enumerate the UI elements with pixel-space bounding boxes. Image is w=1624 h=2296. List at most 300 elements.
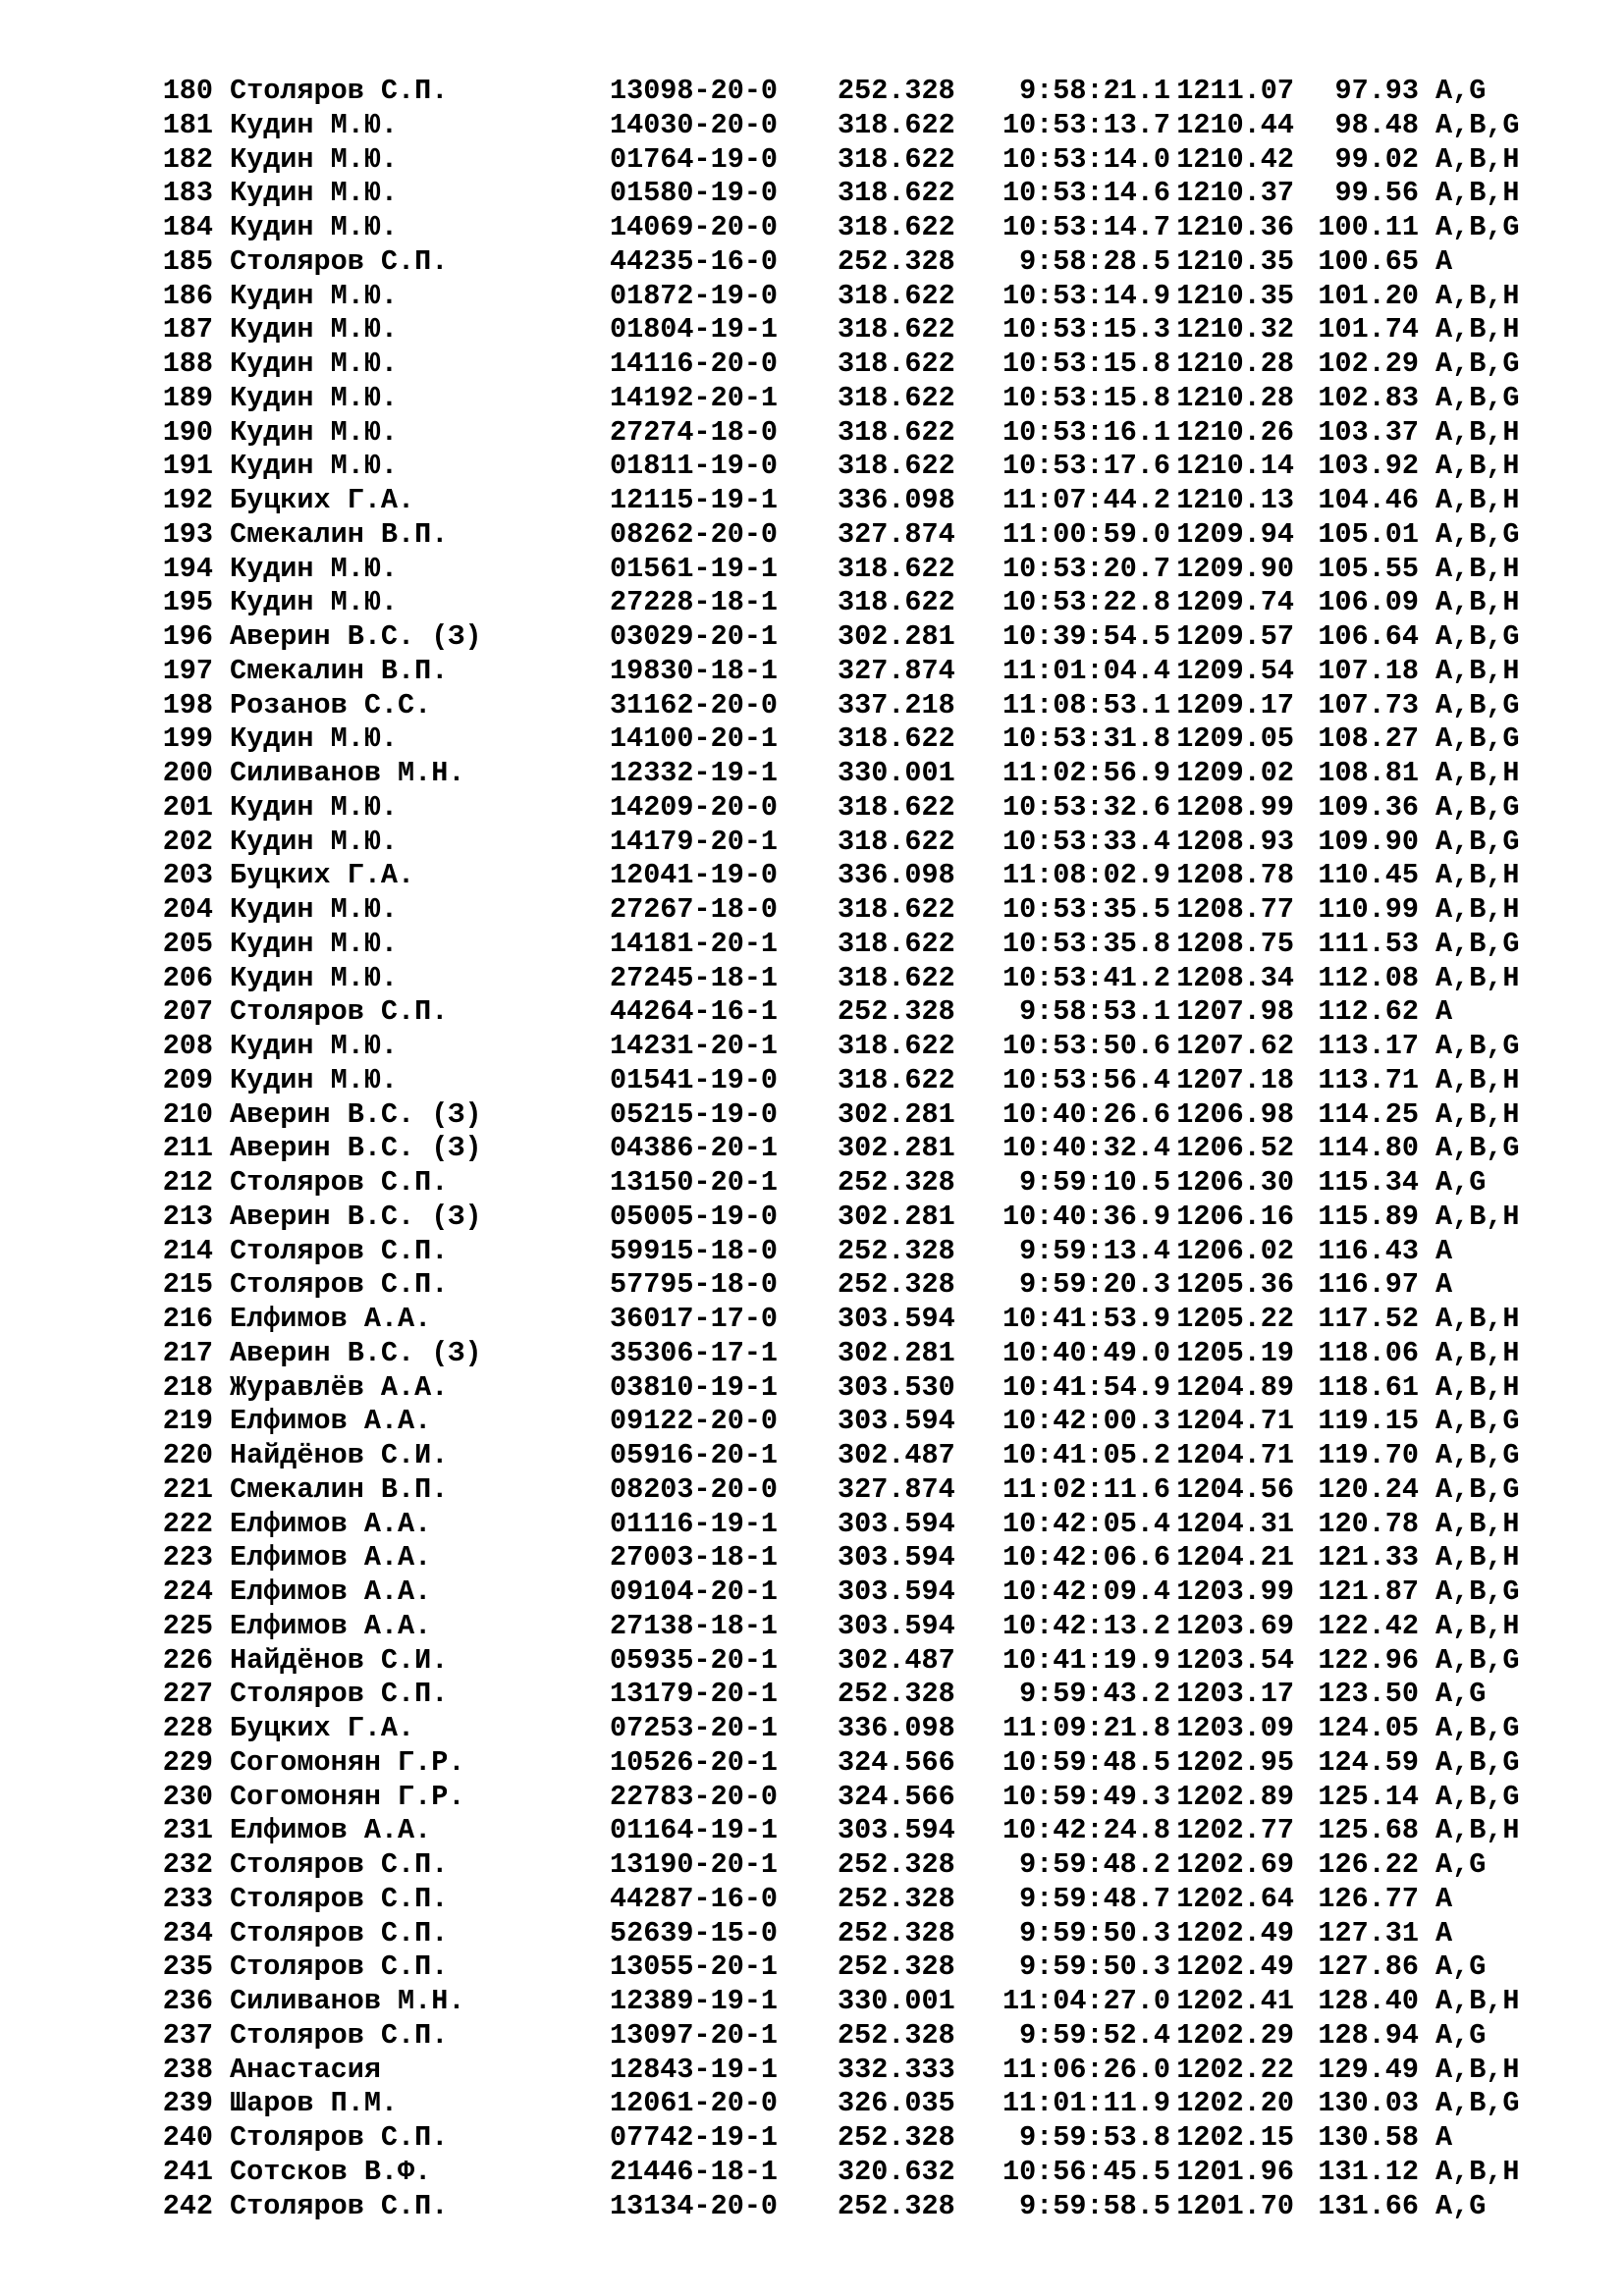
- category-tags-cell: A,B,H: [1435, 313, 1520, 347]
- ring-number-cell: 14209-20-0: [610, 790, 779, 824]
- distance-cell: 332.333: [838, 2053, 955, 2086]
- speed-cell: 1202.77: [1176, 1814, 1294, 1847]
- distance-cell: 318.622: [838, 893, 955, 926]
- category-tags-cell: A,B,H: [1435, 1609, 1520, 1642]
- coefficient-cell: 106.64: [1318, 620, 1419, 653]
- arrival-time-cell: 10:53:41.2: [1001, 961, 1170, 994]
- speed-cell: 1203.69: [1176, 1609, 1294, 1642]
- table-row: [145, 143, 1520, 178]
- coefficient-cell: 113.71: [1318, 1063, 1419, 1096]
- arrival-time-cell: 9:59:10.5: [1019, 1166, 1170, 1199]
- ring-number-cell: 12061-20-0: [610, 2087, 779, 2120]
- ring-number-cell: 07253-20-1: [610, 1712, 779, 1744]
- coefficient-cell: 130.58: [1318, 2121, 1419, 2154]
- place-cell: 235: [162, 1950, 213, 1984]
- arrival-time-cell: 10:59:49.3: [1001, 1780, 1170, 1813]
- table-row: [145, 995, 1520, 1030]
- coefficient-cell: 112.08: [1318, 961, 1419, 994]
- table-row: [145, 1473, 1520, 1508]
- arrival-time-cell: 10:40:36.9: [1001, 1200, 1170, 1233]
- place-cell: 212: [162, 1166, 213, 1199]
- place-cell: 237: [162, 2018, 213, 2052]
- speed-cell: 1202.22: [1176, 2053, 1294, 2086]
- coefficient-cell: 126.22: [1318, 1848, 1419, 1881]
- arrival-time-cell: 10:53:14.0: [1001, 142, 1170, 176]
- table-row: [145, 1098, 1520, 1133]
- arrival-time-cell: 10:42:05.4: [1001, 1507, 1170, 1540]
- speed-cell: 1202.49: [1176, 1916, 1294, 1949]
- place-cell: 207: [162, 995, 213, 1029]
- distance-cell: 318.622: [838, 211, 955, 243]
- speed-cell: 1208.78: [1176, 859, 1294, 892]
- arrival-time-cell: 9:59:20.3: [1019, 1268, 1170, 1302]
- speed-cell: 1207.98: [1176, 995, 1294, 1029]
- table-row: [145, 1201, 1520, 1235]
- distance-cell: 318.622: [838, 450, 955, 483]
- category-tags-cell: A,B,G: [1435, 722, 1520, 756]
- speed-cell: 1206.16: [1176, 1200, 1294, 1233]
- speed-cell: 1202.69: [1176, 1848, 1294, 1881]
- coefficient-cell: 103.37: [1318, 415, 1419, 449]
- place-cell: 225: [162, 1609, 213, 1642]
- place-cell: 204: [162, 893, 213, 926]
- category-tags-cell: A,B,H: [1435, 2155, 1520, 2188]
- fancier-name-cell: Найдёнов С.И.: [230, 1643, 449, 1677]
- place-cell: 211: [162, 1132, 213, 1165]
- distance-cell: 318.622: [838, 927, 955, 960]
- ring-number-cell: 01561-19-1: [610, 552, 779, 585]
- distance-cell: 320.632: [838, 2155, 955, 2188]
- arrival-time-cell: 9:59:50.3: [1019, 1950, 1170, 1984]
- place-cell: 186: [162, 279, 213, 312]
- speed-cell: 1202.15: [1176, 2121, 1294, 2154]
- speed-cell: 1210.32: [1176, 313, 1294, 347]
- ring-number-cell: 09122-20-0: [610, 1405, 779, 1438]
- distance-cell: 252.328: [838, 75, 955, 107]
- speed-cell: 1209.54: [1176, 654, 1294, 687]
- speed-cell: 1205.19: [1176, 1336, 1294, 1369]
- fancier-name-cell: Кудин М.Ю.: [230, 142, 399, 176]
- place-cell: 183: [162, 177, 213, 210]
- fancier-name-cell: Кудин М.Ю.: [230, 1030, 399, 1062]
- table-row: [145, 382, 1520, 416]
- speed-cell: 1209.05: [1176, 722, 1294, 756]
- table-row: [145, 655, 1520, 689]
- arrival-time-cell: 10:40:26.6: [1001, 1097, 1170, 1131]
- speed-cell: 1204.31: [1176, 1507, 1294, 1540]
- place-cell: 180: [162, 75, 213, 107]
- arrival-time-cell: 10:53:14.6: [1001, 177, 1170, 210]
- fancier-name-cell: Согомонян Г.Р.: [230, 1780, 465, 1813]
- speed-cell: 1210.26: [1176, 415, 1294, 449]
- place-cell: 201: [162, 790, 213, 824]
- category-tags-cell: A,B,G: [1435, 1030, 1520, 1062]
- speed-cell: 1210.44: [1176, 108, 1294, 141]
- speed-cell: 1204.89: [1176, 1370, 1294, 1404]
- place-cell: 195: [162, 586, 213, 619]
- distance-cell: 318.622: [838, 347, 955, 380]
- coefficient-cell: 109.36: [1318, 790, 1419, 824]
- distance-cell: 302.487: [838, 1643, 955, 1677]
- category-tags-cell: A,B,H: [1435, 757, 1520, 789]
- coefficient-cell: 107.18: [1318, 654, 1419, 687]
- speed-cell: 1202.95: [1176, 1745, 1294, 1779]
- arrival-time-cell: 11:07:44.2: [1001, 484, 1170, 516]
- distance-cell: 302.281: [838, 1336, 955, 1369]
- speed-cell: 1209.94: [1176, 517, 1294, 551]
- fancier-name-cell: Анастасия: [230, 2053, 381, 2086]
- table-row: [145, 620, 1520, 655]
- arrival-time-cell: 10:53:14.7: [1001, 211, 1170, 243]
- coefficient-cell: 115.89: [1318, 1200, 1419, 1233]
- arrival-time-cell: 10:41:19.9: [1001, 1643, 1170, 1677]
- speed-cell: 1203.09: [1176, 1712, 1294, 1744]
- ring-number-cell: 14069-20-0: [610, 211, 779, 243]
- table-row: [145, 586, 1520, 620]
- distance-cell: 302.281: [838, 1097, 955, 1131]
- coefficient-cell: 118.06: [1318, 1336, 1419, 1369]
- category-tags-cell: A,G: [1435, 1848, 1487, 1881]
- coefficient-cell: 119.70: [1318, 1439, 1419, 1471]
- table-row: [145, 1337, 1520, 1371]
- speed-cell: 1210.37: [1176, 177, 1294, 210]
- distance-cell: 318.622: [838, 415, 955, 449]
- table-row: [145, 826, 1520, 860]
- fancier-name-cell: Столяров С.П.: [230, 1268, 449, 1302]
- fancier-name-cell: Шаров П.М.: [230, 2087, 399, 2120]
- distance-cell: 302.281: [838, 620, 955, 653]
- speed-cell: 1210.42: [1176, 142, 1294, 176]
- place-cell: 238: [162, 2053, 213, 2086]
- ring-number-cell: 12041-19-0: [610, 859, 779, 892]
- distance-cell: 252.328: [838, 2121, 955, 2154]
- arrival-time-cell: 10:53:20.7: [1001, 552, 1170, 585]
- table-row: [145, 1030, 1520, 1064]
- arrival-time-cell: 10:53:13.7: [1001, 108, 1170, 141]
- place-cell: 229: [162, 1745, 213, 1779]
- speed-cell: 1210.35: [1176, 279, 1294, 312]
- category-tags-cell: A,B,H: [1435, 1303, 1520, 1335]
- arrival-time-cell: 10:53:35.5: [1001, 893, 1170, 926]
- speed-cell: 1202.41: [1176, 1985, 1294, 2017]
- arrival-time-cell: 10:53:15.3: [1001, 313, 1170, 347]
- fancier-name-cell: Кудин М.Ю.: [230, 893, 399, 926]
- arrival-time-cell: 10:56:45.5: [1001, 2155, 1170, 2188]
- category-tags-cell: A: [1435, 244, 1453, 278]
- ring-number-cell: 05916-20-1: [610, 1439, 779, 1471]
- place-cell: 218: [162, 1370, 213, 1404]
- speed-cell: 1211.07: [1176, 75, 1294, 107]
- table-row: [145, 791, 1520, 826]
- place-cell: 190: [162, 415, 213, 449]
- arrival-time-cell: 9:59:48.2: [1019, 1848, 1170, 1881]
- speed-cell: 1209.74: [1176, 586, 1294, 619]
- arrival-time-cell: 10:53:50.6: [1001, 1030, 1170, 1062]
- coefficient-cell: 114.80: [1318, 1132, 1419, 1165]
- table-row: [145, 484, 1520, 518]
- arrival-time-cell: 11:08:02.9: [1001, 859, 1170, 892]
- ring-number-cell: 07742-19-1: [610, 2121, 779, 2154]
- fancier-name-cell: Кудин М.Ю.: [230, 108, 399, 141]
- speed-cell: 1210.13: [1176, 484, 1294, 516]
- table-row: [145, 1985, 1520, 2019]
- category-tags-cell: A,B,G: [1435, 1472, 1520, 1506]
- ring-number-cell: 13179-20-1: [610, 1678, 779, 1711]
- ring-number-cell: 13098-20-0: [610, 75, 779, 107]
- speed-cell: 1209.02: [1176, 757, 1294, 789]
- place-cell: 202: [162, 825, 213, 858]
- arrival-time-cell: 9:58:53.1: [1019, 995, 1170, 1029]
- table-row: [145, 2156, 1520, 2190]
- distance-cell: 252.328: [838, 1950, 955, 1984]
- place-cell: 242: [162, 2189, 213, 2222]
- arrival-time-cell: 9:59:50.3: [1019, 1916, 1170, 1949]
- fancier-name-cell: Кудин М.Ю.: [230, 825, 399, 858]
- ring-number-cell: 01872-19-0: [610, 279, 779, 312]
- table-row: [145, 1166, 1520, 1201]
- table-row: [145, 416, 1520, 451]
- table-row: [145, 1950, 1520, 1985]
- ring-number-cell: 35306-17-1: [610, 1336, 779, 1369]
- coefficient-cell: 127.31: [1318, 1916, 1419, 1949]
- distance-cell: 318.622: [838, 552, 955, 585]
- place-cell: 210: [162, 1097, 213, 1131]
- table-row: [145, 1268, 1520, 1303]
- arrival-time-cell: 11:08:53.1: [1001, 688, 1170, 721]
- ring-number-cell: 08203-20-0: [610, 1472, 779, 1506]
- ring-number-cell: 03029-20-1: [610, 620, 779, 653]
- speed-cell: 1206.02: [1176, 1234, 1294, 1267]
- category-tags-cell: A,B,G: [1435, 1712, 1520, 1744]
- category-tags-cell: A,B,G: [1435, 790, 1520, 824]
- distance-cell: 330.001: [838, 757, 955, 789]
- ring-number-cell: 14030-20-0: [610, 108, 779, 141]
- coefficient-cell: 116.97: [1318, 1268, 1419, 1302]
- place-cell: 216: [162, 1303, 213, 1335]
- ring-number-cell: 09104-20-1: [610, 1575, 779, 1608]
- table-row: [145, 1132, 1520, 1166]
- ring-number-cell: 01804-19-1: [610, 313, 779, 347]
- place-cell: 233: [162, 1882, 213, 1915]
- category-tags-cell: A,B,H: [1435, 586, 1520, 619]
- place-cell: 231: [162, 1814, 213, 1847]
- table-row: [145, 553, 1520, 587]
- category-tags-cell: A,B,H: [1435, 177, 1520, 210]
- table-row: [145, 280, 1520, 314]
- arrival-time-cell: 10:53:14.9: [1001, 279, 1170, 312]
- category-tags-cell: A: [1435, 1882, 1453, 1915]
- speed-cell: 1208.77: [1176, 893, 1294, 926]
- arrival-time-cell: 10:53:22.8: [1001, 586, 1170, 619]
- table-row: [145, 1575, 1520, 1610]
- arrival-time-cell: 9:58:21.1: [1019, 75, 1170, 107]
- category-tags-cell: A,B,H: [1435, 1200, 1520, 1233]
- coefficient-cell: 121.33: [1318, 1541, 1419, 1575]
- fancier-name-cell: Кудин М.Ю.: [230, 722, 399, 756]
- fancier-name-cell: Елфимов А.А.: [230, 1405, 432, 1438]
- speed-cell: 1210.28: [1176, 347, 1294, 380]
- fancier-name-cell: Кудин М.Ю.: [230, 790, 399, 824]
- table-row: [145, 211, 1520, 245]
- category-tags-cell: A,B,H: [1435, 1097, 1520, 1131]
- coefficient-cell: 126.77: [1318, 1882, 1419, 1915]
- place-cell: 189: [162, 381, 213, 414]
- distance-cell: 252.328: [838, 1678, 955, 1711]
- ring-number-cell: 12332-19-1: [610, 757, 779, 789]
- place-cell: 188: [162, 347, 213, 380]
- fancier-name-cell: Елфимов А.А.: [230, 1575, 432, 1608]
- coefficient-cell: 112.62: [1318, 995, 1419, 1029]
- distance-cell: 252.328: [838, 2189, 955, 2222]
- category-tags-cell: A,B,H: [1435, 1985, 1520, 2017]
- place-cell: 193: [162, 517, 213, 551]
- fancier-name-cell: Елфимов А.А.: [230, 1609, 432, 1642]
- distance-cell: 336.098: [838, 1712, 955, 1744]
- place-cell: 236: [162, 1985, 213, 2017]
- arrival-time-cell: 10:53:17.6: [1001, 450, 1170, 483]
- distance-cell: 303.594: [838, 1507, 955, 1540]
- fancier-name-cell: Кудин М.Ю.: [230, 552, 399, 585]
- arrival-time-cell: 10:41:53.9: [1001, 1303, 1170, 1335]
- distance-cell: 303.594: [838, 1814, 955, 1847]
- speed-cell: 1210.36: [1176, 211, 1294, 243]
- distance-cell: 318.622: [838, 722, 955, 756]
- ring-number-cell: 27267-18-0: [610, 893, 779, 926]
- table-row: [145, 1644, 1520, 1679]
- coefficient-cell: 105.01: [1318, 517, 1419, 551]
- place-cell: 221: [162, 1472, 213, 1506]
- coefficient-cell: 102.29: [1318, 347, 1419, 380]
- arrival-time-cell: 10:53:15.8: [1001, 347, 1170, 380]
- ring-number-cell: 05005-19-0: [610, 1200, 779, 1233]
- coefficient-cell: 131.12: [1318, 2155, 1419, 2188]
- arrival-time-cell: 10:42:00.3: [1001, 1405, 1170, 1438]
- coefficient-cell: 114.25: [1318, 1097, 1419, 1131]
- coefficient-cell: 129.49: [1318, 2053, 1419, 2086]
- table-row: [145, 1610, 1520, 1644]
- category-tags-cell: A,B,H: [1435, 552, 1520, 585]
- category-tags-cell: A,B,G: [1435, 1780, 1520, 1813]
- distance-cell: 303.594: [838, 1541, 955, 1575]
- category-tags-cell: A,B,H: [1435, 1507, 1520, 1540]
- coefficient-cell: 125.14: [1318, 1780, 1419, 1813]
- fancier-name-cell: Елфимов А.А.: [230, 1814, 432, 1847]
- place-cell: 234: [162, 1916, 213, 1949]
- ring-number-cell: 27138-18-1: [610, 1609, 779, 1642]
- fancier-name-cell: Силиванов М.Н.: [230, 1985, 465, 2017]
- fancier-name-cell: Буцких Г.А.: [230, 859, 415, 892]
- distance-cell: 318.622: [838, 586, 955, 619]
- distance-cell: 336.098: [838, 859, 955, 892]
- category-tags-cell: A,B,H: [1435, 142, 1520, 176]
- place-cell: 192: [162, 484, 213, 516]
- place-cell: 230: [162, 1780, 213, 1813]
- ring-number-cell: 12389-19-1: [610, 1985, 779, 2017]
- ring-number-cell: 27003-18-1: [610, 1541, 779, 1575]
- ring-number-cell: 14116-20-0: [610, 347, 779, 380]
- fancier-name-cell: Смекалин В.П.: [230, 1472, 449, 1506]
- fancier-name-cell: Столяров С.П.: [230, 244, 449, 278]
- table-row: [145, 689, 1520, 723]
- category-tags-cell: A,B,G: [1435, 1439, 1520, 1471]
- table-row: [145, 1678, 1520, 1712]
- table-row: [145, 1303, 1520, 1337]
- fancier-name-cell: Кудин М.Ю.: [230, 279, 399, 312]
- arrival-time-cell: 9:59:52.4: [1019, 2018, 1170, 2052]
- speed-cell: 1202.64: [1176, 1882, 1294, 1915]
- ring-number-cell: 05935-20-1: [610, 1643, 779, 1677]
- distance-cell: 327.874: [838, 517, 955, 551]
- category-tags-cell: A,B,G: [1435, 1745, 1520, 1779]
- speed-cell: 1208.93: [1176, 825, 1294, 858]
- coefficient-cell: 110.99: [1318, 893, 1419, 926]
- table-row: [145, 1508, 1520, 1542]
- place-cell: 198: [162, 688, 213, 721]
- table-row: [145, 347, 1520, 382]
- fancier-name-cell: Кудин М.Ю.: [230, 1063, 399, 1096]
- category-tags-cell: A,B,H: [1435, 279, 1520, 312]
- fancier-name-cell: Елфимов А.А.: [230, 1303, 432, 1335]
- fancier-name-cell: Кудин М.Ю.: [230, 313, 399, 347]
- category-tags-cell: A,G: [1435, 1166, 1487, 1199]
- fancier-name-cell: Аверин В.С. (З): [230, 1336, 482, 1369]
- category-tags-cell: A,B,G: [1435, 347, 1520, 380]
- table-row: [145, 313, 1520, 347]
- coefficient-cell: 124.59: [1318, 1745, 1419, 1779]
- coefficient-cell: 110.45: [1318, 859, 1419, 892]
- coefficient-cell: 99.56: [1334, 177, 1419, 210]
- speed-cell: 1201.96: [1176, 2155, 1294, 2188]
- category-tags-cell: A,G: [1435, 1950, 1487, 1984]
- arrival-time-cell: 10:42:13.2: [1001, 1609, 1170, 1642]
- table-row: [145, 177, 1520, 211]
- speed-cell: 1205.22: [1176, 1303, 1294, 1335]
- ring-number-cell: 27228-18-1: [610, 586, 779, 619]
- place-cell: 222: [162, 1507, 213, 1540]
- ring-number-cell: 44287-16-0: [610, 1882, 779, 1915]
- fancier-name-cell: Столяров С.П.: [230, 2189, 449, 2222]
- distance-cell: 337.218: [838, 688, 955, 721]
- category-tags-cell: A,B,G: [1435, 517, 1520, 551]
- fancier-name-cell: Найдёнов С.И.: [230, 1439, 449, 1471]
- place-cell: 197: [162, 654, 213, 687]
- ring-number-cell: 12115-19-1: [610, 484, 779, 516]
- category-tags-cell: A,B,H: [1435, 450, 1520, 483]
- ring-number-cell: 22783-20-0: [610, 1780, 779, 1813]
- arrival-time-cell: 9:59:53.8: [1019, 2121, 1170, 2154]
- ring-number-cell: 44235-16-0: [610, 244, 779, 278]
- place-cell: 239: [162, 2087, 213, 2120]
- ring-number-cell: 13134-20-0: [610, 2189, 779, 2222]
- category-tags-cell: A,B,H: [1435, 484, 1520, 516]
- ring-number-cell: 01164-19-1: [610, 1814, 779, 1847]
- ring-number-cell: 27274-18-0: [610, 415, 779, 449]
- coefficient-cell: 128.94: [1318, 2018, 1419, 2052]
- coefficient-cell: 124.05: [1318, 1712, 1419, 1744]
- fancier-name-cell: Буцких Г.А.: [230, 484, 415, 516]
- speed-cell: 1204.56: [1176, 1472, 1294, 1506]
- speed-cell: 1206.30: [1176, 1166, 1294, 1199]
- arrival-time-cell: 10:39:54.5: [1001, 620, 1170, 653]
- place-cell: 196: [162, 620, 213, 653]
- fancier-name-cell: Аверин В.С. (З): [230, 1097, 482, 1131]
- category-tags-cell: A: [1435, 995, 1453, 1029]
- fancier-name-cell: Столяров С.П.: [230, 1678, 449, 1711]
- place-cell: 217: [162, 1336, 213, 1369]
- arrival-time-cell: 10:53:15.8: [1001, 381, 1170, 414]
- category-tags-cell: A,B,G: [1435, 927, 1520, 960]
- distance-cell: 318.622: [838, 279, 955, 312]
